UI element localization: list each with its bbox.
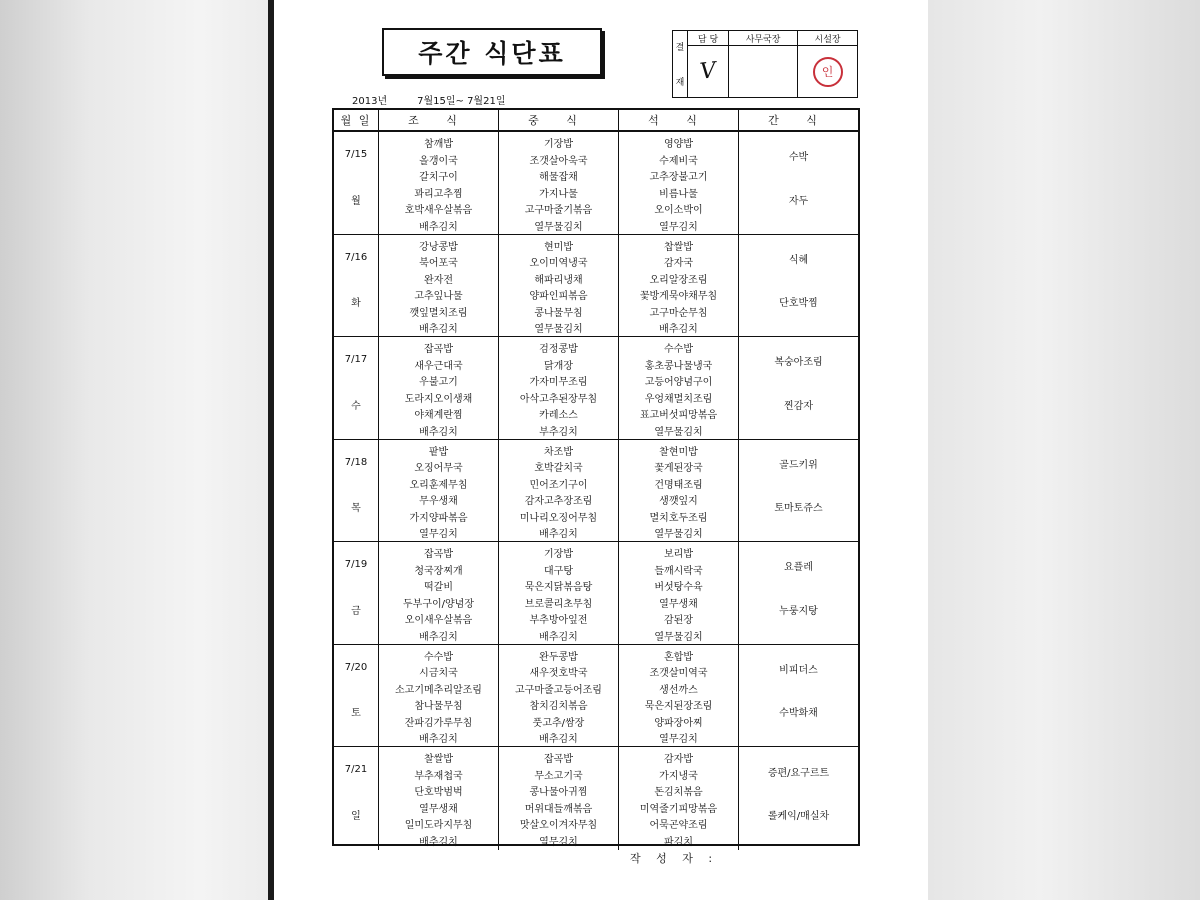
breakfast-item: 배추김치: [419, 631, 458, 643]
day-date: 7/17: [344, 354, 368, 365]
breakfast-item: 일미도라지무침: [404, 820, 473, 832]
breakfast-item: 호박새우살볶음: [404, 205, 473, 217]
day-weekday: 월: [351, 195, 361, 207]
breakfast-item: 단호박범벅: [414, 787, 463, 799]
lunch-item: 닭개장: [544, 360, 573, 372]
dinner-item: 수제비국: [659, 155, 698, 167]
date-cell: [334, 747, 378, 850]
dinner-item: 열무생채: [659, 598, 698, 610]
signature: V: [698, 58, 718, 85]
dinner-item: 찰현미밥: [659, 446, 698, 458]
breakfast-cell: [378, 132, 498, 234]
breakfast-item: 우불고기: [419, 377, 458, 389]
dinner-item: 고구마순무침: [649, 307, 708, 319]
lunch-item: 차조밥: [544, 446, 573, 458]
snack-item: 비피더스: [779, 664, 818, 676]
day-weekday: 화: [351, 298, 361, 310]
breakfast-item: 올갱이국: [419, 155, 458, 167]
author-label: 작 성 자 :: [630, 852, 719, 865]
lunch-item: 브로콜리초무침: [524, 598, 593, 610]
menu-day-row: [334, 440, 858, 543]
approval-side-label: [673, 31, 688, 98]
day-date: 7/16: [344, 251, 368, 263]
lunch-item: 카레소스: [539, 410, 578, 422]
period-year: 2013년: [352, 96, 388, 107]
dinner-item: 들깨시락국: [654, 565, 703, 577]
signature-cell: [688, 46, 729, 98]
day-date: 7/15: [344, 149, 368, 160]
breakfast-item: 청국장찌개: [414, 565, 463, 577]
breakfast-item: 열무생채: [419, 803, 458, 815]
dinner-item: 오리알장조림: [649, 274, 708, 286]
breakfast-item: 가지양파볶음: [409, 512, 468, 524]
approval-role-2: 사무국장: [729, 31, 798, 46]
lunch-item: 부추방아잎전: [529, 615, 588, 627]
date-cell: [334, 235, 378, 337]
lunch-item: 검정콩밥: [539, 344, 578, 355]
lunch-cell: [498, 645, 618, 747]
lunch-item: 열무물김치: [534, 221, 583, 233]
date-cell: [334, 440, 378, 542]
lunch-item: 현미밥: [544, 241, 573, 253]
breakfast-item: 강낭콩밥: [419, 241, 458, 253]
lunch-item: 미나리오징어무침: [519, 512, 598, 524]
dinner-item: 어묵곤약조림: [649, 820, 708, 832]
snack-cell: [738, 235, 858, 337]
day-weekday: 일: [351, 810, 361, 822]
dinner-item: 감자밥: [664, 754, 693, 765]
page-title: 주간 식단표: [382, 28, 602, 76]
lunch-item: 민어조기구이: [529, 479, 588, 491]
lunch-item: 기장밥: [544, 549, 573, 560]
breakfast-item: 참깨밥: [424, 139, 453, 150]
lunch-cell: [498, 542, 618, 644]
lunch-item: 아삭고추된장무침: [519, 393, 598, 405]
dinner-item: 열무김치: [659, 734, 698, 746]
dinner-item: 감자국: [664, 258, 693, 270]
breakfast-item: 수수밥: [424, 651, 453, 663]
dinner-item: 열무물김치: [654, 529, 703, 541]
date-cell: [334, 645, 378, 747]
snack-item: 롤케익/매실차: [767, 811, 830, 823]
breakfast-item: 새우근대국: [414, 360, 463, 372]
lunch-item: 기장밥: [544, 139, 573, 150]
snack-item: 요플레: [784, 562, 813, 574]
lunch-item: 완두콩밥: [539, 651, 578, 663]
day-weekday: 목: [351, 503, 361, 515]
date-cell: [334, 337, 378, 439]
dinner-item: 홍초콩나물냉국: [644, 360, 713, 372]
breakfast-item: 오이새우살볶음: [404, 615, 473, 627]
breakfast-item: 오리훈제무침: [409, 479, 468, 491]
snack-item: 수박: [788, 152, 809, 164]
lunch-item: 오이미역냉국: [529, 258, 588, 270]
dinner-item: 수수밥: [664, 344, 693, 355]
snack-cell: [738, 542, 858, 644]
breakfast-item: 시금치국: [419, 668, 458, 680]
snack-item: 복숭아조림: [774, 357, 823, 369]
breakfast-item: 도라지오이생채: [404, 393, 473, 405]
snack-item: 수박화채: [779, 708, 818, 720]
breakfast-cell: [378, 337, 498, 439]
day-weekday: 금: [351, 605, 361, 617]
breakfast-item: 팥밥: [428, 446, 449, 458]
dinner-item: 열무물김치: [654, 631, 703, 643]
lunch-item: 배추김치: [539, 734, 578, 746]
menu-day-row: [334, 645, 858, 748]
menu-body: [334, 132, 858, 850]
day-weekday: 토: [351, 708, 361, 720]
header-dinner: 석 식: [618, 110, 738, 130]
dinner-item: 고등어양념구이: [644, 377, 713, 389]
dinner-cell: [618, 132, 738, 234]
lunch-item: 양파인피볶음: [529, 291, 588, 303]
lunch-cell: [498, 132, 618, 234]
lunch-item: 머위대들깨볶음: [524, 803, 593, 815]
snack-cell: [738, 337, 858, 439]
dinner-item: 배추김치: [659, 324, 698, 336]
seal-cell: [798, 46, 858, 98]
dinner-item: 열무김치: [659, 221, 698, 233]
dinner-item: 오이소박이: [654, 205, 703, 217]
breakfast-cell: [378, 440, 498, 542]
snack-item: 토마토쥬스: [774, 503, 823, 515]
menu-day-row: [334, 542, 858, 645]
breakfast-item: 찰쌀밥: [424, 754, 453, 765]
lunch-item: 부추김치: [539, 426, 578, 438]
dinner-item: 찹쌀밥: [664, 241, 693, 253]
dinner-cell: [618, 542, 738, 644]
dinner-item: 영양밥: [664, 139, 693, 150]
breakfast-item: 오징어무국: [414, 463, 463, 475]
breakfast-item: 떡갈비: [424, 582, 453, 594]
empty-approval-cell: [729, 46, 798, 98]
menu-day-row: [334, 235, 858, 338]
dinner-item: 조갯살미역국: [649, 668, 708, 680]
dinner-item: 우엉채멸치조림: [644, 393, 713, 405]
breakfast-item: 배추김치: [419, 836, 458, 848]
breakfast-item: 꽈리고추찜: [414, 188, 463, 200]
menu-table: [332, 108, 860, 846]
snack-cell: [738, 747, 858, 850]
date-cell: [334, 132, 378, 234]
lunch-item: 고구마줄기볶음: [524, 205, 593, 217]
breakfast-item: 배추김치: [419, 426, 458, 438]
snack-item: 골드키위: [779, 459, 818, 471]
breakfast-item: 배추김치: [419, 734, 458, 746]
lunch-cell: [498, 440, 618, 542]
breakfast-item: 두부구이/양념장: [403, 598, 474, 610]
day-date: 7/19: [344, 559, 368, 570]
approval-box: [672, 30, 858, 98]
lunch-cell: [498, 747, 618, 850]
breakfast-item: 고추잎나물: [414, 291, 463, 303]
lunch-item: 배추김치: [539, 529, 578, 541]
day-date: 7/21: [344, 764, 368, 775]
lunch-item: 콩나물무침: [534, 307, 583, 319]
dinner-item: 감된장: [664, 615, 693, 627]
lunch-item: 열무김치: [539, 836, 578, 848]
lunch-item: 풋고추/쌈장: [532, 717, 585, 729]
lunch-item: 열무물김치: [534, 324, 583, 336]
dinner-item: 건명태조림: [654, 479, 703, 491]
breakfast-cell: [378, 747, 498, 850]
header-snack: 간 식: [738, 110, 858, 130]
snack-cell: [738, 645, 858, 747]
breakfast-item: 무우생채: [419, 496, 458, 508]
dinner-item: 멸치호두조림: [649, 512, 708, 524]
menu-day-row: [334, 132, 858, 235]
snack-item: 찐감자: [784, 400, 813, 412]
dinner-item: 혼합밥: [664, 651, 693, 663]
lunch-item: 조갯살아욱국: [529, 155, 588, 167]
breakfast-cell: [378, 235, 498, 337]
snack-cell: [738, 132, 858, 234]
breakfast-item: 배추김치: [419, 324, 458, 336]
day-date: 7/18: [344, 456, 368, 468]
lunch-item: 가자미무조림: [529, 377, 588, 389]
dinner-item: 파김치: [664, 836, 693, 848]
dinner-item: 열무물김치: [654, 426, 703, 438]
header-lunch: 중 식: [498, 110, 618, 130]
lunch-item: 대구탕: [544, 565, 573, 577]
breakfast-item: 깻잎멸치조림: [409, 307, 468, 319]
dinner-item: 표고버섯피망볶음: [639, 410, 718, 422]
approval-side-top: 결: [675, 43, 685, 53]
lunch-cell: [498, 337, 618, 439]
breakfast-item: 소고기메추리알조림: [395, 684, 482, 696]
dinner-item: 양파장아찌: [654, 717, 703, 729]
lunch-item: 해파리냉채: [534, 274, 583, 286]
breakfast-item: 열무김치: [419, 529, 458, 541]
breakfast-item: 부추재첩국: [414, 770, 463, 782]
breakfast-item: 배추김치: [419, 221, 458, 233]
menu-header-row: [334, 110, 858, 132]
breakfast-item: 잔파김가루무침: [404, 717, 473, 729]
dinner-item: 생선까스: [659, 684, 698, 696]
day-weekday: 수: [351, 400, 361, 412]
lunch-item: 새우젓호박국: [529, 668, 588, 680]
menu-day-row: [334, 337, 858, 440]
lunch-item: 해물잡채: [539, 172, 578, 184]
dinner-item: 가지냉국: [659, 770, 698, 782]
breakfast-item: 북어포국: [419, 258, 458, 270]
day-date: 7/20: [344, 661, 368, 673]
dinner-item: 보리밥: [664, 549, 693, 560]
dinner-cell: [618, 440, 738, 542]
lunch-item: 배추김치: [539, 631, 578, 643]
lunch-item: 고구마줄고등어조림: [515, 684, 602, 696]
dinner-cell: [618, 235, 738, 337]
document-page: [274, 0, 928, 900]
dinner-item: 생깻잎지: [659, 496, 698, 508]
dinner-item: 묵은지된장조림: [644, 701, 713, 713]
period-range: 7월15일~ 7월21일: [417, 96, 506, 107]
lunch-cell: [498, 235, 618, 337]
breakfast-item: 갈치구이: [419, 172, 458, 184]
dinner-item: 꽃방게묵야채무침: [639, 291, 718, 303]
approval-side-bottom: 재: [675, 78, 685, 88]
dinner-cell: [618, 747, 738, 850]
lunch-item: 무소고기국: [534, 770, 583, 782]
seal-stamp: 인: [813, 57, 843, 87]
dinner-item: 버섯탕수육: [654, 582, 703, 594]
dinner-cell: [618, 337, 738, 439]
header-breakfast: 조 식: [378, 110, 498, 130]
dinner-item: 미역줄기피망볶음: [639, 803, 718, 815]
dinner-item: 꽃게된장국: [654, 463, 703, 475]
lunch-item: 호박갈치국: [534, 463, 583, 475]
approval-role-3: 시설장: [798, 31, 858, 46]
snack-item: 누룽지탕: [779, 605, 818, 617]
lunch-item: 참치김치볶음: [529, 701, 588, 713]
breakfast-item: 잡곡밥: [424, 549, 453, 560]
header-date: 월 일: [340, 114, 372, 127]
dinner-item: 고추장불고기: [649, 172, 708, 184]
snack-cell: [738, 440, 858, 542]
period: [352, 92, 505, 107]
breakfast-item: 잡곡밥: [424, 344, 453, 355]
dinner-cell: [618, 645, 738, 747]
lunch-item: 콩나물아귀찜: [529, 787, 588, 799]
lunch-item: 잡곡밥: [544, 754, 573, 765]
approval-role-1: 담 당: [688, 31, 729, 46]
snack-item: 증편/요구르트: [767, 767, 830, 779]
snack-item: 단호박찜: [779, 298, 818, 310]
lunch-item: 감자고추장조림: [524, 496, 593, 508]
breakfast-item: 야채계란찜: [414, 410, 463, 422]
lunch-item: 맛살오이겨자무침: [519, 820, 598, 832]
breakfast-item: 참나물무침: [414, 701, 463, 713]
dinner-item: 비름나물: [659, 188, 698, 200]
breakfast-cell: [378, 542, 498, 644]
snack-item: 자두: [788, 195, 809, 207]
lunch-item: 묵은지닭볶음탕: [524, 582, 593, 594]
breakfast-item: 완자전: [424, 274, 453, 286]
breakfast-cell: [378, 645, 498, 747]
date-cell: [334, 542, 378, 644]
snack-item: 식혜: [788, 254, 809, 266]
dinner-item: 돈김치볶음: [654, 787, 703, 799]
lunch-item: 가지나물: [539, 188, 578, 200]
menu-day-row: [334, 747, 858, 850]
